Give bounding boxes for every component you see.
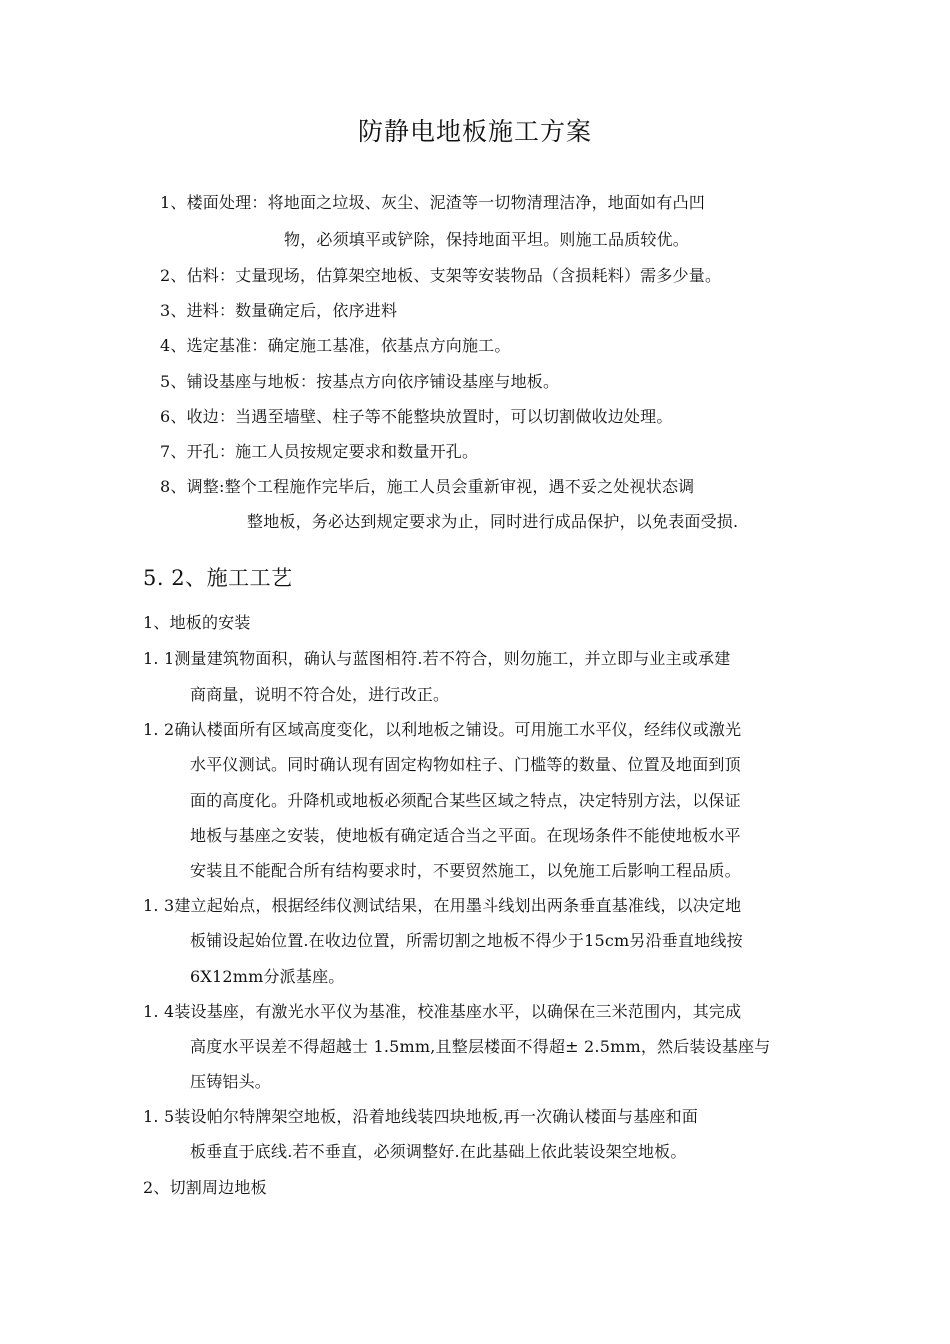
item-1-2-line-2: 水平仪测试。同时确认现有固定构物如柱子、门槛等的数量、位置及地面到顶 [190,755,741,774]
step-2: 2、估料：丈量现场，估算架空地板、支架等安装物品（含损耗料）需多少量。 [160,266,722,285]
item-1-4-line-2: 高度水平误差不得超越士 1.5mm,且整层楼面不得超± 2.5mm，然后装设基座与 [190,1037,771,1056]
item-1-4-line-3: 压铸铝头。 [190,1072,272,1091]
item-1-5-line-1: 1. 5装设帕尔特牌架空地板，沿着地线装四块地板,再一次确认楼面与基座和面 [143,1107,699,1126]
step-8-line-1: 8、调整:整个工程施作完毕后，施工人员会重新审视，遇不妥之处视状态调 [160,477,695,496]
section-heading: 5. 2、施工工艺 [143,566,293,590]
subsection-heading-2: 2、切割周边地板 [143,1178,267,1197]
item-1-2-line-5: 安装且不能配合所有结构要求时，不要贸然施工，以免施工后影响工程品质。 [190,861,741,880]
item-1-3-line-1: 1. 3建立起始点，根据经纬仪测试结果，在用墨斗线划出两条垂直基准线，以决定地 [143,896,742,915]
item-1-1-line-2: 商商量，说明不符合处，进行改正。 [190,685,450,704]
item-1-3-line-2: 板铺设起始位置.在收边位置，所需切割之地板不得少于15cm另沿垂直地线按 [190,931,743,950]
step-4: 4、选定基准：确定施工基准，依基点方向施工。 [160,336,511,355]
item-1-2-line-1: 1. 2确认楼面所有区域高度变化，以利地板之铺设。可用施工水平仪，经纬仪或激光 [143,720,742,739]
item-1-2-line-3: 面的高度化。升降机或地板必须配合某些区域之特点，决定特别方法，以保证 [190,791,741,810]
step-1-line-2: 物，必须填平或铲除，保持地面平坦。则施工品质较优。 [284,230,690,249]
step-5: 5、铺设基座与地板：按基点方向依序铺设基座与地板。 [160,372,560,391]
step-7: 7、开孔：施工人员按规定要求和数量开孔。 [160,442,479,461]
step-1-line-1: 1、楼面处理：将地面之垃圾、灰尘、泥渣等一切物清理洁净，地面如有凸凹 [160,193,705,212]
item-1-4-line-1: 1. 4装设基座，有激光水平仪为基准，校准基座水平，以确保在三米范围内，其完成 [143,1002,742,1021]
item-1-2-line-4: 地板与基座之安装，使地板有确定适合当之平面。在现场条件不能使地板水平 [190,826,741,845]
step-8-line-2: 整地板，务必达到规定要求为止，同时进行成品保护，以免表面受损. [247,512,739,531]
step-6: 6、收边：当遇至墙壁、柱子等不能整块放置时，可以切割做收边处理。 [160,407,673,426]
step-3: 3、进料：数量确定后，依序进料 [160,301,398,320]
item-1-3-line-3: 6X12mm分派基座。 [190,967,345,986]
item-1-1-line-1: 1. 1测量建筑物面积，确认与蓝图相符.若不符合，则勿施工，并立即与业主或承建 [143,649,731,668]
item-1-5-line-2: 板垂直于底线.若不垂直，必须调整好.在此基础上依此装设架空地板。 [190,1142,687,1161]
document-title: 防静电地板施工方案 [357,117,592,146]
subsection-heading-1: 1、地板的安装 [143,613,251,632]
